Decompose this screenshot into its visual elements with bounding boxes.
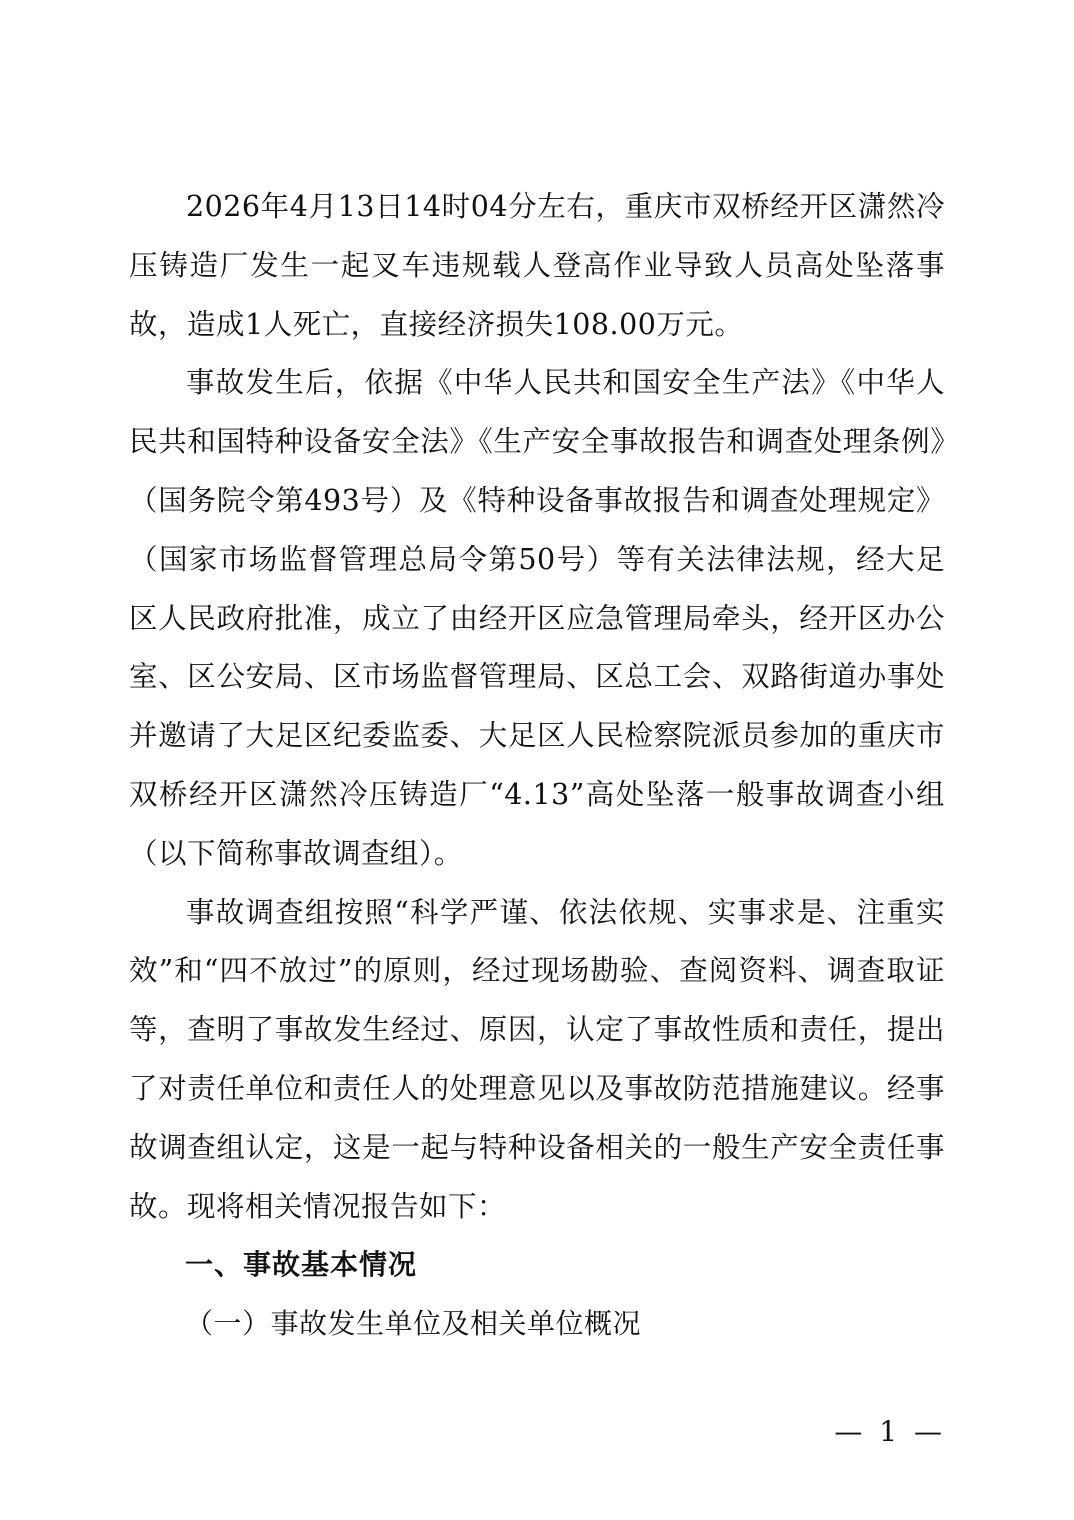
- subsection-heading: （一）事故发生单位及相关单位概况: [185, 1307, 642, 1341]
- document-body: [129, 178, 945, 1354]
- paragraph-accident-summary: 2026年4月13日14时04分左右，重庆市双桥经开区潇然冷压铸造厂发生一起叉车违规载人登高作业导致人员高处坠落事故，造成1人死亡，直接经济损失108.00万元。: [129, 190, 945, 341]
- page-number: — 1 —: [834, 1415, 946, 1448]
- section-heading: 一、事故基本情况: [185, 1248, 418, 1282]
- paragraph-investigation-setup: 事故发生后，依据《中华人民共和国安全生产法》《中华人民共和国特种设备安全法》《生产安全事故报告和调查处理条例》（国务院令第493号）及《特种设备事故报告和调查处理规定》（国家市场监督管理总局令第50号）等有关法律法规，经大足区人民政府批准，成立了由经开区应急管理局牵头，经开区办公室、区公安局、区市场监督管理局、区总工会、双路街道办事处并邀请了大足区纪委监委、大足区人民检察院派员参加的重庆市双桥经开区潇然冷压铸造厂“4.13”高处坠落一般事故调查小组（以下简称事故调查组）。: [129, 366, 945, 870]
- paragraph-investigation-findings: 事故调查组按照“科学严谨、依法依规、实事求是、注重实效”和“四不放过”的原则，经过现场勘验、查阅资料、调查取证等，查明了事故发生经过、原因，认定了事故性质和责任，提出了对责任单位和责任人的处理意见以及事故防范措施建议。经事故调查组认定，这是一起与特种设备相关的一般生产安全责任事故。现将相关情况报告如下：: [129, 895, 945, 1223]
